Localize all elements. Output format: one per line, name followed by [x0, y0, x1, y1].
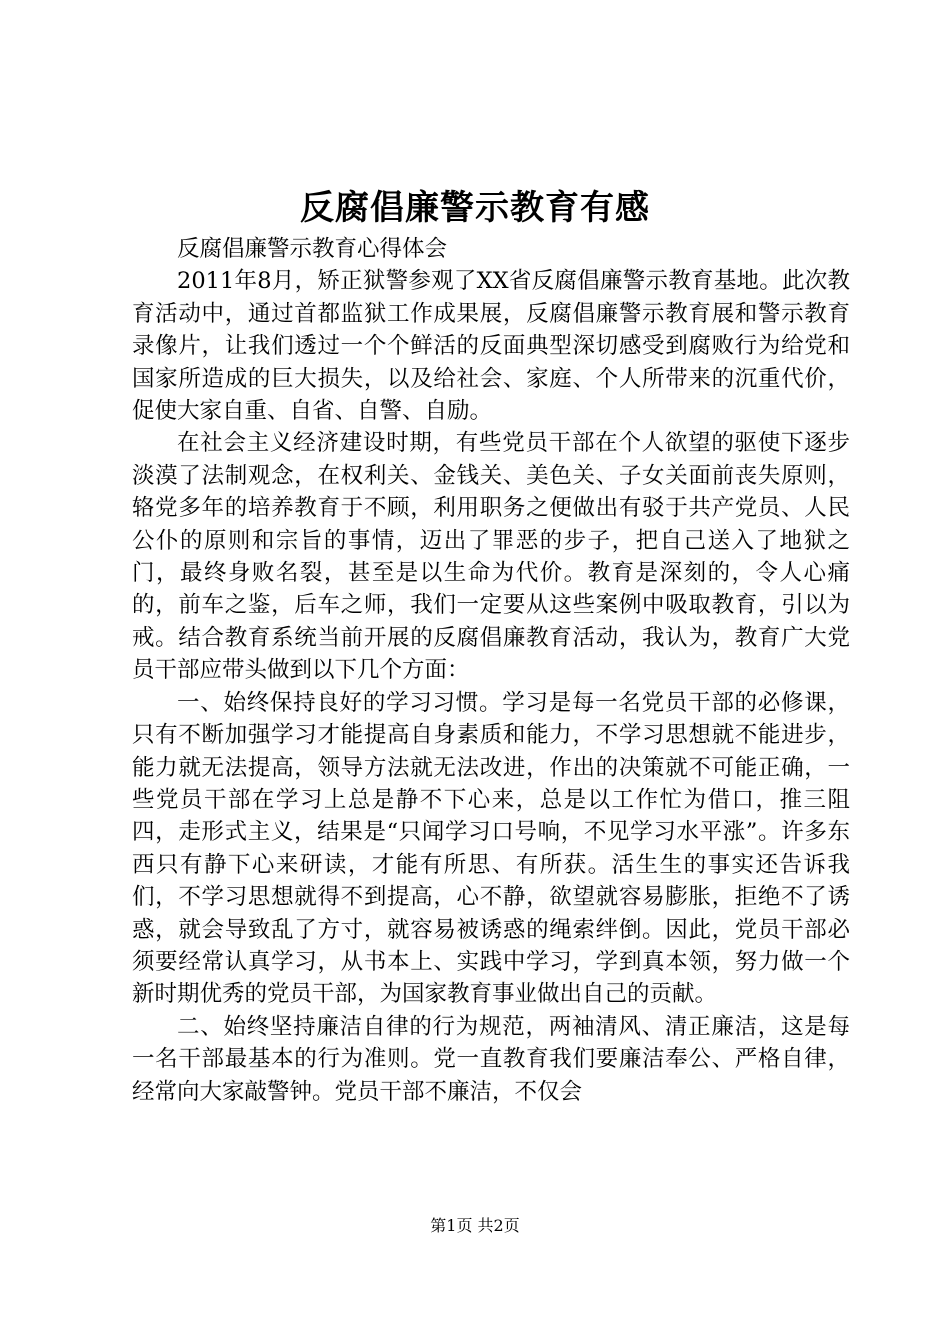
paragraph-subtitle: 反腐倡廉警示教育心得体会 — [177, 236, 448, 262]
document-body — [132, 233, 850, 1108]
paragraph-intro: 2011年8月，矫正狱警参观了XX省反腐倡廉警示教育基地。此次教育活动中，通过首都监狱工作成果展，反腐倡廉警示教育展和警示教育录像片，让我们透过一个个鲜活的反面典型深切感受到腐败行为给党和国家所造成的巨大损失，以及给社会、家庭、个人所带来的沉重代价，促使大家自重、自省、自警、自励。 — [132, 268, 850, 425]
page-number-footer: 第1页 共2页 — [430, 1216, 520, 1235]
paragraph-point-one: 一、始终保持良好的学习习惯。学习是每一名党员干部的必修课，只有不断加强学习才能提高自身素质和能力，不学习思想就不能进步，能力就无法提高，领导方法就无法改进，作出的决策就不可能正确，一些党员干部在学习上总是静不下心来，总是以工作忙为借口，推三阻四，走形式主义，结果是“只闻学习口号响，不见学习水平涨”。许多东西只有静下心来研读，才能有所思、有所获。活生生的事实还告诉我们，不学习思想就得不到提高，心不静，欲望就容易膨胀，拒绝不了诱惑，就会导致乱了方寸，就容易被诱惑的绳索绊倒。因此，党员干部必须要经常认真学习，从书本上、实践中学习，学到真本领，努力做一个新时期优秀的党员干部，为国家教育事业做出自己的贡献。 — [132, 689, 850, 1008]
paragraph-background: 在社会主义经济建设时期，有些党员干部在个人欲望的驱使下逐步淡漠了法制观念，在权利关、金钱关、美色关、子女关面前丧失原则，辂党多年的培养教育于不顾，利用职务之便做出有驳于共产党员、人民公仆的原则和宗旨的事情，迈出了罪恶的步子，把自己送入了地狱之门，最终身败名裂，甚至是以生命为代价。教育是深刻的，令人心痛的，前车之鉴，后车之师，我们一定要从这些案例中吸取教育，引以为戒。结合教育系统当前开展的反腐倡廉教育活动，我认为，教育广大党员干部应带头做到以下几个方面： — [132, 430, 850, 684]
paragraph-point-two: 二、始终坚持廉洁自律的行为规范，两袖清风、清正廉洁，这是每一名干部最基本的行为准则。党一直教育我们要廉洁奉公、严格自律，经常向大家敲警钟。党员干部不廉洁，不仅会 — [132, 1013, 850, 1105]
document-title: 反腐倡廉警示教育有感 — [300, 188, 650, 228]
